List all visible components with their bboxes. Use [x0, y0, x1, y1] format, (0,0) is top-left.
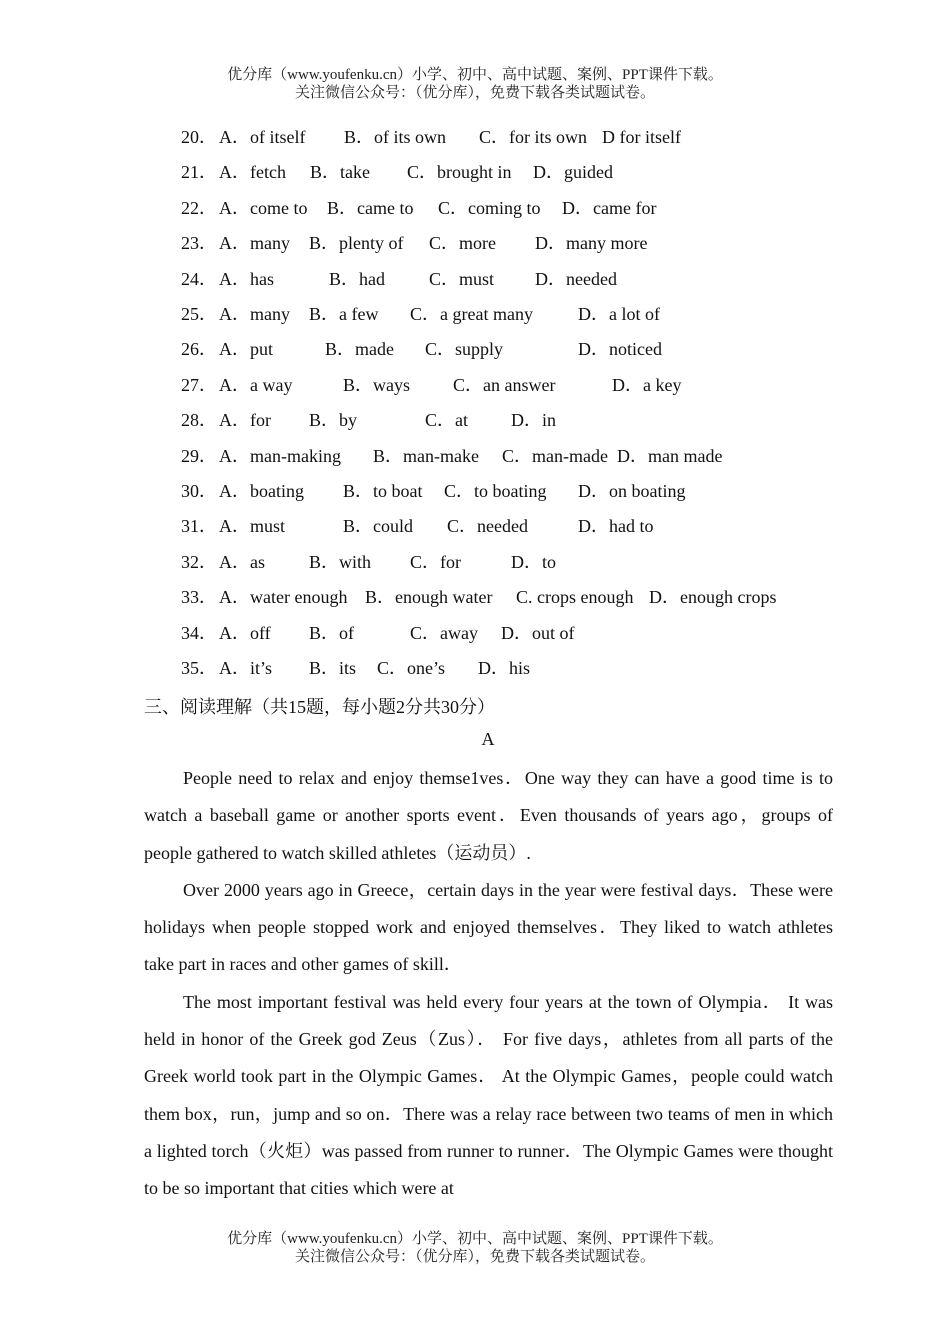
reading-passage: [144, 760, 833, 1208]
passage-label: A: [481, 729, 495, 749]
option-c: C．needed: [447, 516, 528, 537]
footer-line-2: 关注微信公众号：（优分库），免费下载各类试题试卷。: [294, 1249, 655, 1265]
option-a: A．has: [219, 268, 274, 289]
option-c: C. crops enough: [516, 587, 634, 608]
option-a: A．many: [219, 304, 290, 324]
option-a: A．a way: [219, 374, 293, 395]
option-b: B．a few: [309, 304, 379, 324]
option-c: C．one’s: [377, 658, 446, 678]
option-d: D．a lot of: [578, 304, 660, 324]
option-a: A．put: [219, 339, 273, 360]
question-number: 21．: [181, 162, 217, 183]
question-number: 29．: [181, 445, 217, 466]
option-b: B．its: [309, 658, 357, 678]
passage-paragraph-2: Over 2000 years ago in Greece，certain days in the year were festival days．These were holidays when people stopped work and enjoyed themselves．They liked to watch athletes take part in races and other games of skill．: [144, 879, 833, 975]
option-a: A．as: [219, 551, 265, 572]
option-b: B．ways: [343, 374, 410, 395]
option-c: C．to boating: [444, 481, 547, 501]
option-d: D．out of: [501, 622, 575, 643]
question-number: 35．: [181, 658, 217, 678]
question-number: 23．: [181, 233, 217, 254]
header-line-1: 优分库（www.youfenku.cn）小学、初中、高中试题、案例、PPT课件下载。: [227, 67, 723, 83]
question-number: 32．: [181, 551, 217, 572]
option-b: B．man-make: [373, 445, 479, 466]
option-a: A．for: [219, 410, 271, 431]
option-b: B．of its own: [344, 127, 447, 147]
option-b: B．of: [309, 622, 354, 643]
option-c: C．coming to: [438, 197, 541, 218]
question-number: 28．: [181, 410, 217, 431]
option-c: C．brought in: [407, 162, 512, 183]
option-c: C．for its own: [479, 127, 587, 147]
option-b: B．by: [309, 410, 358, 431]
option-d: D．his: [478, 658, 531, 678]
option-c: C．at: [425, 410, 468, 431]
option-a: A．off: [219, 622, 271, 643]
option-d: D．came for: [562, 197, 657, 218]
option-c: C．an answer: [453, 374, 556, 395]
question-number: 24．: [181, 268, 217, 289]
question-number: 25．: [181, 304, 217, 324]
option-a: A．must: [219, 516, 286, 537]
option-b: B．plenty of: [309, 233, 404, 254]
option-b: B．with: [309, 551, 372, 572]
question-number: 31．: [181, 516, 217, 537]
option-d: D．a key: [612, 374, 682, 395]
header-line-2: 关注微信公众号：（优分库），免费下载各类试题试卷。: [294, 85, 655, 101]
page-footer: [0, 1230, 950, 1266]
option-a: A．boating: [219, 481, 304, 501]
option-c: C．away: [410, 622, 478, 643]
option-b: B．enough water: [365, 587, 493, 608]
option-d: D．to: [511, 551, 556, 572]
option-a: A．fetch: [219, 162, 286, 183]
option-d: D．in: [511, 410, 556, 431]
footer-line-1: 优分库（www.youfenku.cn）小学、初中、高中试题、案例、PPT课件下载。: [227, 1231, 723, 1247]
option-c: C．supply: [425, 339, 504, 360]
page-header: [0, 66, 950, 102]
question-number: 30．: [181, 481, 217, 501]
section-title: 三、阅读理解（共15题，每小题2分共30分）: [144, 697, 495, 717]
option-c: C．more: [429, 233, 496, 254]
option-c: C．must: [429, 268, 495, 289]
option-b: B．made: [325, 339, 394, 360]
passage-paragraph-3: The most important festival was held every four years at the town of Olympia． It was held in honor of the Greek god Zeus（Zus）． For five days，athletes from all parts of the Greek world took part in the Olympic Games． At the Olympic Games，people could watch them box，run，jump and so on．There was a relay race between two teams of men in which a lighted torch（火炬）was passed from runner to runner．The Olympic Games were thought to be so important that cities which were at: [144, 991, 833, 1199]
option-a: A．come to: [219, 197, 308, 218]
option-a: A．many: [219, 233, 290, 254]
option-a: A．of itself: [219, 127, 306, 147]
option-a: A．water enough: [219, 587, 348, 608]
passage-paragraph-1: People need to relax and enjoy themse1ves．One way they can have a good time is to watch a baseball game or another sports event．Even thousands of years ago，groups of people gathered to watch skilled athletes（运动员）.: [144, 768, 833, 863]
option-d: D．on boating: [578, 481, 686, 501]
option-c: C．man-made: [502, 445, 608, 466]
option-b: B．could: [343, 516, 413, 537]
question-number: 20．: [181, 127, 217, 147]
option-d: D for itself: [602, 127, 681, 147]
question-number: 22．: [181, 197, 217, 218]
option-b: B．had: [329, 268, 385, 289]
option-b: B．take: [310, 162, 370, 183]
option-d: D．noticed: [578, 339, 662, 360]
option-c: C．for: [410, 551, 461, 572]
option-d: D．guided: [533, 162, 613, 183]
option-b: B．came to: [327, 197, 414, 218]
option-d: D．needed: [535, 268, 617, 289]
option-d: D．enough crops: [649, 587, 777, 608]
option-d: D．man made: [617, 445, 723, 466]
question-number: 26．: [181, 339, 217, 360]
question-number: 33．: [181, 587, 217, 608]
option-d: D．many more: [535, 233, 648, 254]
option-b: B．to boat: [343, 481, 423, 501]
option-a: A．man-making: [219, 445, 341, 466]
question-number: 27．: [181, 374, 217, 395]
option-c: C．a great many: [410, 304, 533, 324]
option-d: D．had to: [578, 516, 654, 537]
question-number: 34．: [181, 622, 217, 643]
option-a: A．it’s: [219, 658, 273, 678]
